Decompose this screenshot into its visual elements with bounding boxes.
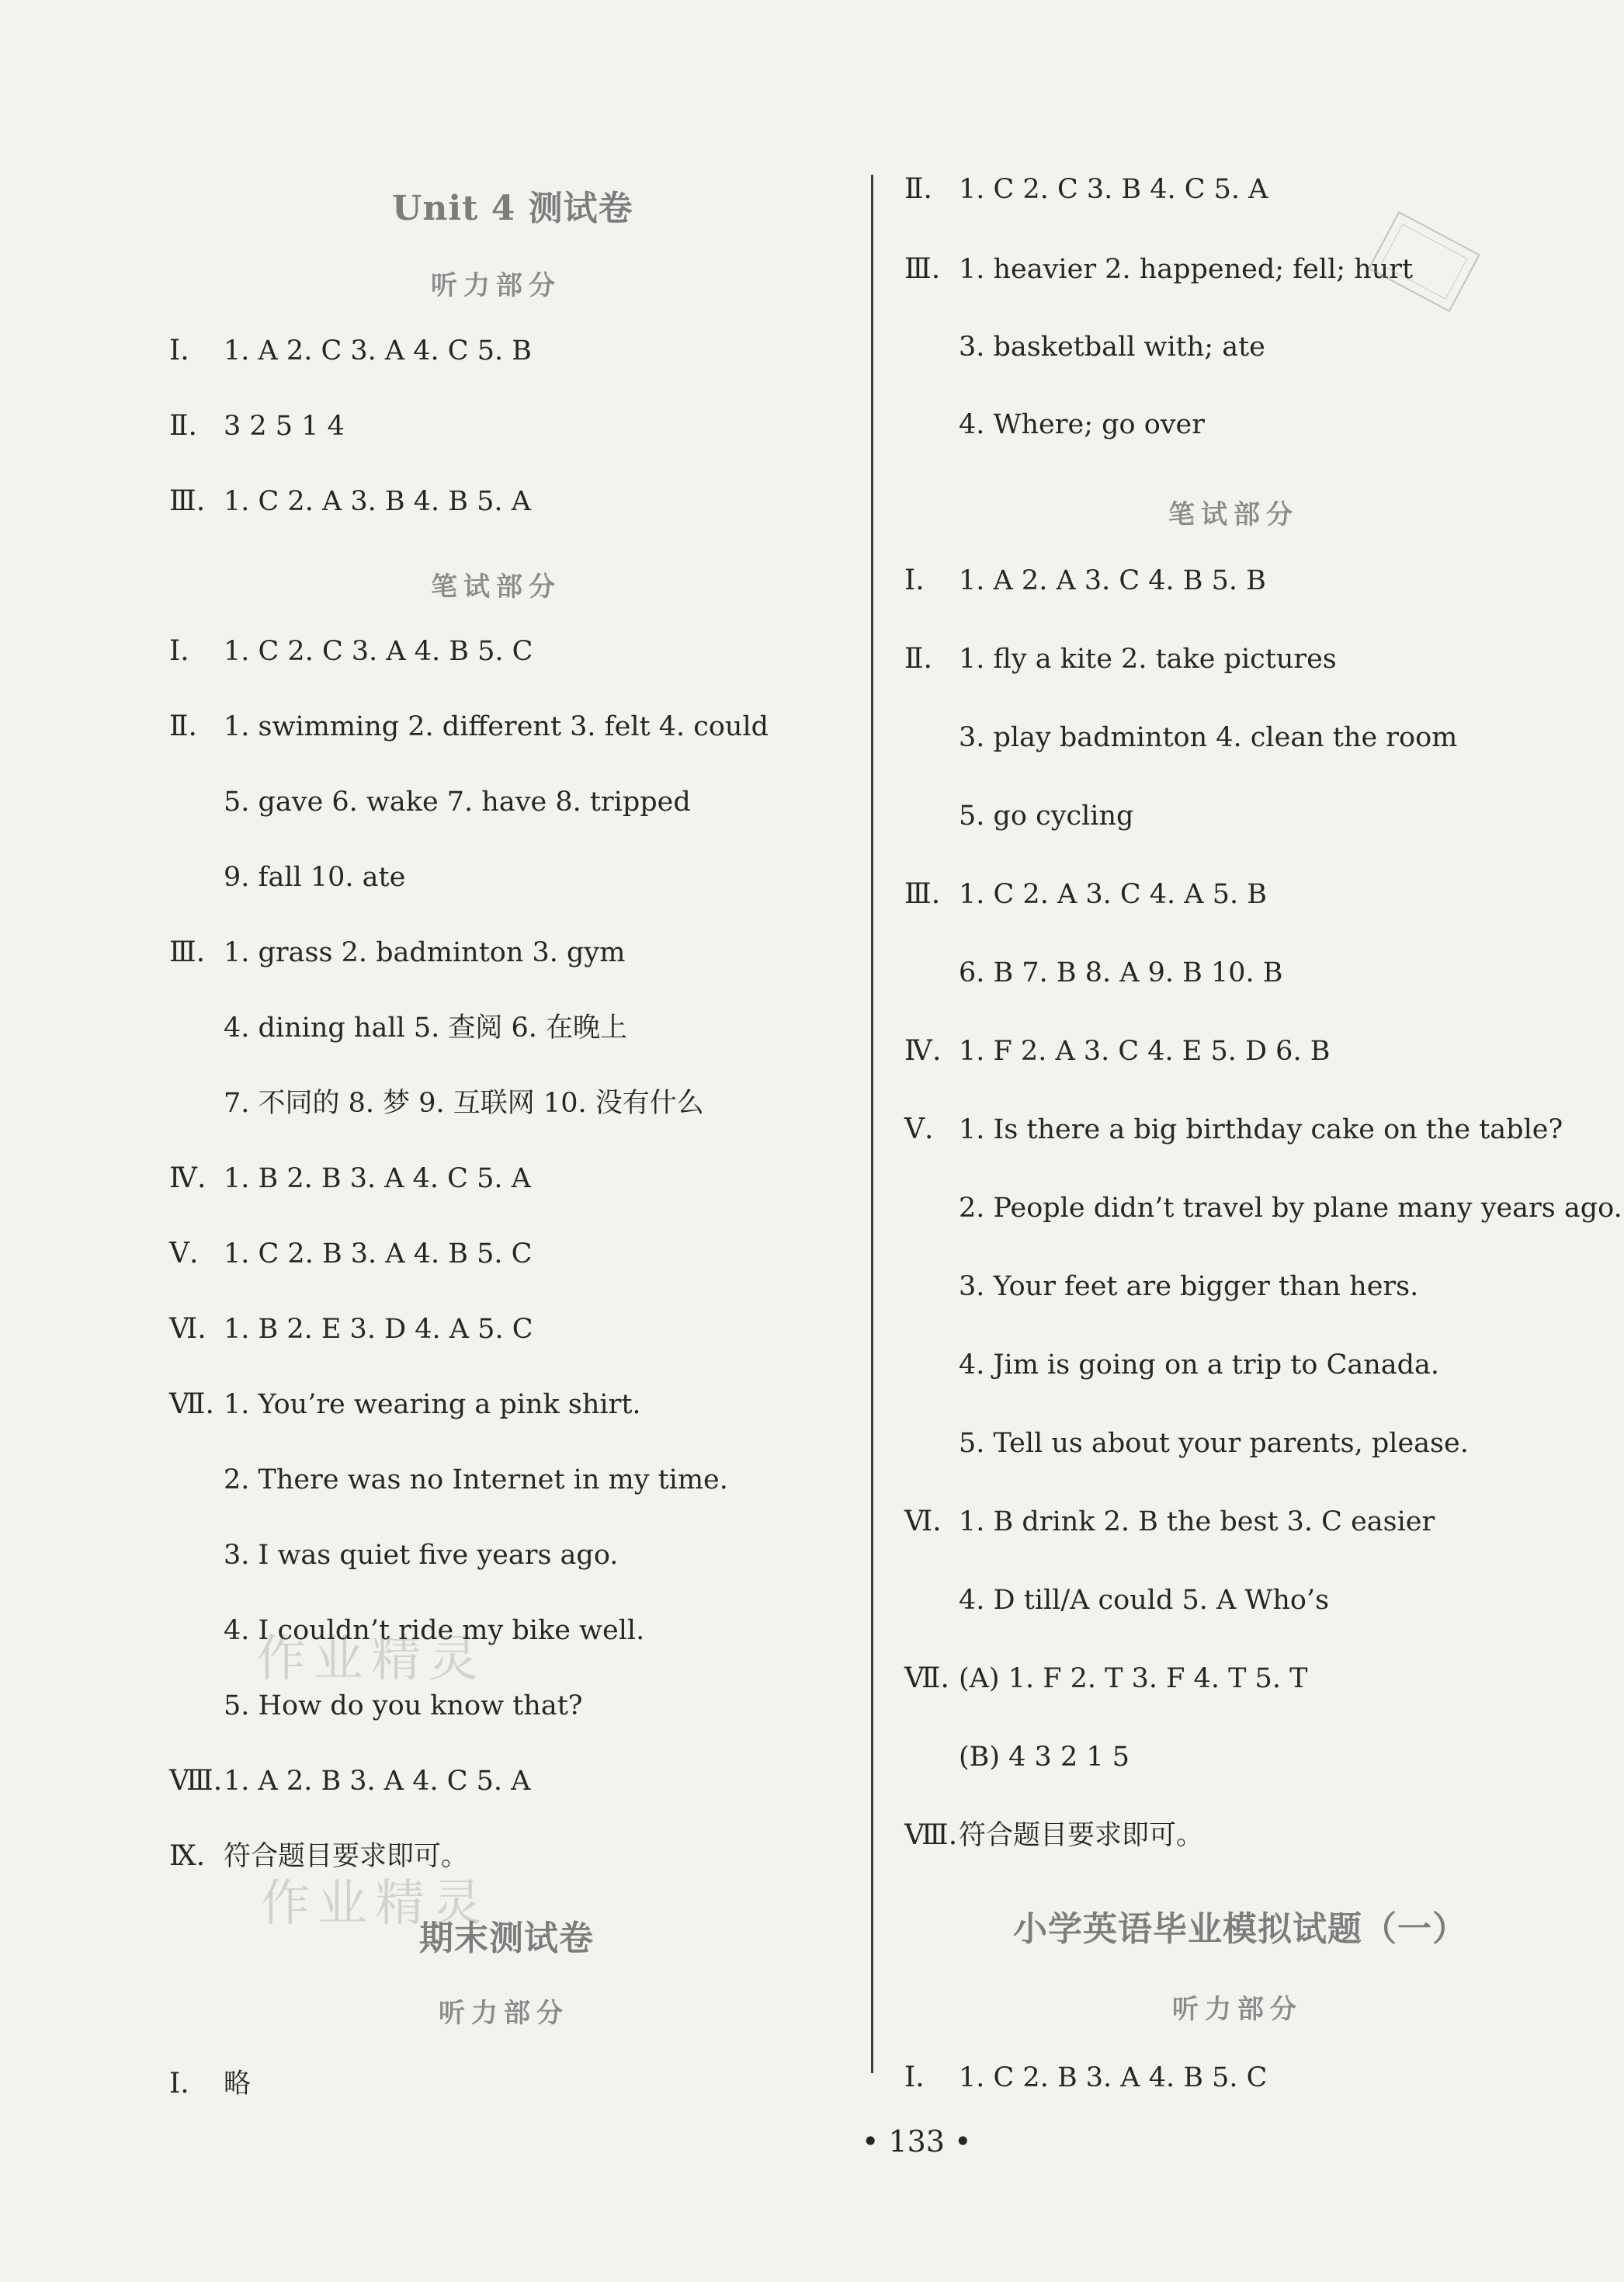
answer-text: 6. B 7. B 8. A 9. B 10. B <box>959 957 1283 988</box>
answer-line <box>169 1086 704 1120</box>
answer-line <box>904 1191 1622 1225</box>
stamp-mark <box>1368 211 1480 312</box>
item-number: Ⅲ. <box>169 936 206 968</box>
answer-line <box>169 860 405 894</box>
answer-line <box>169 1237 532 1271</box>
answer-text: 1. B 2. E 3. D 4. A 5. C <box>224 1314 533 1345</box>
answer-text: 1. A 2. A 3. C 4. B 5. B <box>959 565 1266 596</box>
answer-line <box>169 409 345 443</box>
answer-text: 1. B 2. B 3. A 4. C 5. A <box>224 1163 531 1194</box>
section-title-final: 期末测试卷 <box>419 1919 594 1958</box>
answer-text: 1. heavier 2. happened; fell; hurt <box>959 254 1414 285</box>
item-number: Ⅰ. <box>169 635 189 667</box>
answer-text: 9. fall 10. ate <box>224 862 406 893</box>
item-number: Ⅰ. <box>904 2061 925 2093</box>
item-number: Ⅷ. <box>904 1819 958 1851</box>
item-number: Ⅳ. <box>169 1162 206 1194</box>
item-number: Ⅲ. <box>169 485 206 517</box>
writing-heading: 笔试部分 <box>431 571 561 603</box>
item-number: Ⅳ. <box>904 1035 942 1067</box>
answer-text: 1. grass 2. badminton 3. gym <box>224 937 626 968</box>
answer-text: 4. D till/A could 5. A Who’s <box>959 1585 1330 1616</box>
answer-text: 5. go cycling <box>959 801 1134 832</box>
answer-text: 7. 不同的 8. 梦 9. 互联网 10. 没有什么 <box>224 1088 704 1119</box>
answer-line <box>904 799 1133 833</box>
answer-line <box>904 956 1283 990</box>
answer-line <box>169 1839 468 1874</box>
item-number: Ⅰ. <box>169 2068 189 2100</box>
answer-line <box>169 785 691 819</box>
answer-text: 1. B drink 2. B the best 3. C easier <box>959 1506 1435 1537</box>
answer-text: 1. C 2. C 3. A 4. B 5. C <box>224 636 533 667</box>
section-title-mock: 小学英语毕业模拟试题（一） <box>1013 1909 1467 1949</box>
answer-text: 2. People didn’t travel by plane many years ago. <box>959 1193 1622 1224</box>
item-number: Ⅵ. <box>904 1506 942 1537</box>
item-number: Ⅶ. <box>169 1388 214 1420</box>
answer-line <box>904 252 1413 287</box>
answer-line <box>169 710 769 744</box>
answer-text: 5. Tell us about your parents, please. <box>959 1428 1469 1459</box>
answer-line <box>169 2067 251 2101</box>
answer-text: 1. C 2. B 3. A 4. B 5. C <box>224 1238 533 1270</box>
item-number: Ⅶ. <box>904 1662 949 1694</box>
answer-text: 1. You’re wearing a pink shirt. <box>224 1389 641 1420</box>
item-number: Ⅲ. <box>904 253 941 285</box>
answer-text: 1. A 2. B 3. A 4. C 5. A <box>224 1766 531 1797</box>
answer-text: 1. Is there a big birthday cake on the table? <box>959 1114 1563 1145</box>
answer-text: 5. gave 6. wake 7. have 8. tripped <box>224 787 691 818</box>
answer-line <box>169 1764 530 1798</box>
answer-text: 2. There was no Internet in my time. <box>224 1464 728 1495</box>
answer-text: 符合题目要求即可。 <box>224 1841 469 1872</box>
listening-heading: 听力部分 <box>431 270 561 301</box>
answer-text: 3. basketball with; ate <box>959 332 1265 363</box>
answer-line <box>904 721 1457 755</box>
answer-line <box>169 1613 644 1648</box>
answer-text: 1. F 2. A 3. C 4. E 5. D 6. B <box>959 1036 1331 1067</box>
writing-heading: 笔试部分 <box>1168 499 1299 530</box>
answer-line <box>169 1011 627 1045</box>
section-title-unit4: Unit 4 测试卷 <box>392 189 633 228</box>
answer-line <box>169 1689 583 1723</box>
answer-line <box>169 1538 618 1572</box>
answer-text: 1. C 2. B 3. A 4. B 5. C <box>959 2062 1268 2093</box>
answer-text: 4. I couldn’t ride my bike well. <box>224 1615 645 1646</box>
item-number: Ⅸ. <box>169 1840 206 1872</box>
answer-text: 4. Where; go over <box>959 409 1205 440</box>
item-number: Ⅴ. <box>904 1113 934 1145</box>
answer-text: 3 2 5 1 4 <box>224 411 345 442</box>
item-number: Ⅵ. <box>169 1313 206 1345</box>
answer-text: 符合题目要求即可。 <box>959 1820 1204 1851</box>
final-listening-heading: 听力部分 <box>439 1998 569 2029</box>
answer-text: 1. A 2. C 3. A 4. C 5. B <box>224 335 532 366</box>
answer-line <box>904 1426 1469 1461</box>
answer-line <box>904 877 1267 912</box>
answer-line <box>904 2061 1267 2095</box>
answer-line <box>904 1034 1330 1068</box>
answer-text: 3. I was quiet five years ago. <box>224 1540 619 1571</box>
answer-line <box>904 1348 1439 1382</box>
answer-text: 3. Your feet are bigger than hers. <box>959 1271 1419 1302</box>
answer-line <box>904 408 1205 442</box>
item-number: Ⅴ. <box>169 1238 199 1270</box>
answer-line <box>169 485 531 519</box>
answer-line <box>169 1388 641 1422</box>
column-divider <box>871 175 873 2073</box>
answer-text: (A) 1. F 2. T 3. F 4. T 5. T <box>959 1663 1308 1694</box>
answer-text: 1. fly a kite 2. take pictures <box>959 644 1337 675</box>
answer-line <box>904 1740 1130 1774</box>
answer-line <box>904 1505 1435 1539</box>
answer-text: 1. C 2. A 3. C 4. A 5. B <box>959 879 1267 910</box>
item-number: Ⅱ. <box>169 710 197 742</box>
answer-text: 1. C 2. C 3. B 4. C 5. A <box>959 174 1268 205</box>
page-number: • 133 • <box>862 2124 972 2159</box>
answer-line <box>169 334 532 368</box>
mock-listening-heading: 听力部分 <box>1172 1994 1303 2025</box>
answer-line <box>169 634 533 669</box>
answer-line <box>169 1312 533 1346</box>
item-number: Ⅲ. <box>904 878 941 910</box>
answer-line <box>904 1583 1329 1617</box>
answer-text: (B) 4 3 2 1 5 <box>959 1742 1130 1773</box>
answer-text: 4. Jim is going on a trip to Canada. <box>959 1349 1440 1381</box>
answer-text: 3. play badminton 4. clean the room <box>959 722 1458 753</box>
answer-line <box>904 1662 1307 1696</box>
answer-line <box>904 172 1268 207</box>
answer-line <box>904 330 1265 364</box>
item-number: Ⅰ. <box>169 335 189 366</box>
item-number: Ⅱ. <box>904 173 932 205</box>
item-number: Ⅱ. <box>904 643 932 675</box>
answer-line <box>904 642 1337 676</box>
answer-line <box>169 1162 531 1196</box>
answer-line <box>904 1270 1418 1304</box>
answer-text: 1. swimming 2. different 3. felt 4. could <box>224 711 769 742</box>
answer-line <box>169 936 625 970</box>
watermark-1: 作业精灵 <box>256 1631 486 1688</box>
answer-line <box>169 1463 728 1497</box>
answer-text: 4. dining hall 5. 查阅 6. 在晚上 <box>224 1012 628 1044</box>
watermark-2: 作业精灵 <box>260 1875 490 1933</box>
item-number: Ⅷ. <box>169 1765 223 1797</box>
answer-line <box>904 1113 1563 1147</box>
answer-line <box>904 1818 1203 1853</box>
answer-text: 略 <box>224 2068 252 2100</box>
item-number: Ⅰ. <box>904 564 925 596</box>
answer-line <box>904 564 1266 598</box>
answer-text: 1. C 2. A 3. B 4. B 5. A <box>224 486 531 517</box>
item-number: Ⅱ. <box>169 410 197 442</box>
answer-text: 5. How do you know that? <box>224 1690 583 1721</box>
